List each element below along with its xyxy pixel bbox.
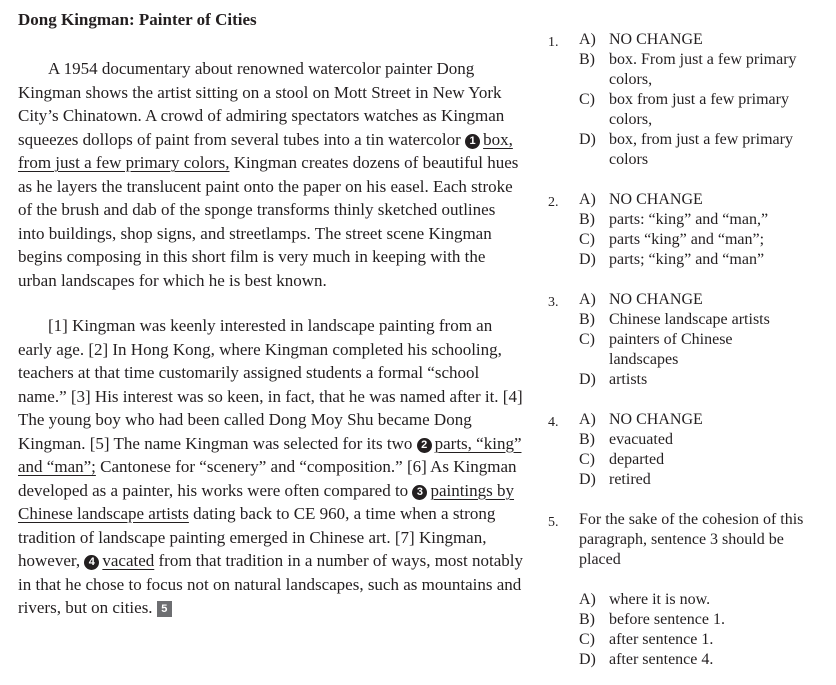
option-text: departed [609, 451, 665, 468]
option-text: parts: “king” and “man,” [609, 211, 769, 228]
option-c[interactable] [579, 230, 819, 250]
option-letter: C) [579, 331, 595, 348]
option-letter: D) [579, 371, 596, 388]
option-c[interactable] [579, 630, 819, 650]
option-d[interactable] [579, 650, 819, 670]
option-a[interactable] [579, 590, 819, 610]
passage-paragraph-1 [18, 57, 526, 292]
question-number: 1. [548, 35, 559, 50]
question-number: 3. [548, 295, 559, 310]
option-letter: B) [579, 211, 595, 228]
option-d[interactable] [579, 130, 819, 170]
text-run: Kingman creates dozens of beautiful hues as he layers the translucent paint onto the paper on his easel. Each stroke of the brush and dab of the sponge transforms thinly sketched outlines into buildings, shop signs, and streetlamps. The street scene Kingman begins composing in this short film is very much in keeping with the urban landscapes for which he is best known. [18, 153, 519, 290]
option-c[interactable] [579, 330, 819, 370]
question-number: 2. [548, 195, 559, 210]
option-a[interactable] [579, 290, 819, 310]
page-title: Dong Kingman: Painter of Cities [18, 10, 257, 29]
question-2-underlined-text[interactable]: parts, “king” and “man”; [18, 433, 522, 476]
option-b[interactable] [579, 430, 819, 450]
option-d[interactable] [579, 250, 819, 270]
question-number: 4. [548, 415, 559, 430]
option-text: NO CHANGE [609, 31, 703, 48]
question-5-marker: 5 [157, 601, 172, 617]
option-b[interactable] [579, 610, 819, 630]
option-d[interactable] [579, 470, 819, 490]
option-letter: D) [579, 471, 596, 488]
option-letter: D) [579, 131, 596, 148]
option-a[interactable] [579, 190, 819, 210]
option-b[interactable] [579, 210, 819, 230]
option-letter: D) [579, 251, 596, 268]
option-text: where it is now. [609, 591, 711, 608]
option-c[interactable] [579, 90, 819, 130]
option-text: before sentence 1. [609, 611, 725, 628]
paragraph-text [18, 57, 526, 292]
option-text: box from just a few primary colors, [609, 91, 789, 128]
option-letter: A) [579, 411, 596, 428]
option-letter: D) [579, 651, 596, 668]
text-run: from that tradition in a number of ways, most notably in that he chose to focus not on natural landscapes, such as mountains and rivers, but on cities. [18, 551, 524, 617]
option-letter: B) [579, 431, 595, 448]
option-letter: B) [579, 611, 595, 628]
option-d[interactable] [579, 370, 819, 390]
option-text: Chinese landscape artists [609, 311, 770, 328]
option-text: artists [609, 371, 648, 388]
option-letter: C) [579, 451, 595, 468]
option-text: box, from just a few primary colors [609, 131, 793, 168]
option-text: NO CHANGE [609, 191, 703, 208]
option-c[interactable] [579, 450, 819, 470]
option-letter: B) [579, 311, 595, 328]
option-text: box. From just a few primary colors, [609, 51, 797, 88]
option-letter: C) [579, 231, 595, 248]
passage-paragraph-2 [18, 314, 526, 620]
option-text: after sentence 4. [609, 651, 714, 668]
text-run: A 1954 documentary about renowned watercolor painter Dong Kingman shows the artist sitting on a stool on Mott Street in New York City’s Chinatown. A crowd of admiring spectators watches as Kingman squeezes dollops of paint from several tubes into a tin watercolor [18, 59, 505, 149]
text-run: dating back to CE 960, a time when a strong tradition of landscape painting emerged in Chinese art. [7] Kingman, however, [18, 504, 496, 570]
option-letter: B) [579, 51, 595, 68]
option-letter: C) [579, 91, 595, 108]
question-number: 5. [548, 515, 559, 530]
option-b[interactable] [579, 310, 819, 330]
option-text: retired [609, 471, 651, 488]
option-text: parts; “king” and “man” [609, 251, 765, 268]
question-2-marker: 2 [417, 438, 432, 453]
option-b[interactable] [579, 50, 819, 90]
option-a[interactable] [579, 30, 819, 50]
option-letter: C) [579, 631, 595, 648]
question-3-marker: 3 [412, 485, 427, 500]
text-run: [1] Kingman was keenly interested in landscape painting from an early age. [2] In Hong Kong, where Kingman completed his schooling, teachers at that time customarily assigned students a formal “school name.” [3] His interest was so keen, in fact, that he was named after it. [4] The young boy who had been called Dong Moy Shu became Dong Kingman. [5] The name Kingman was selected for its two [18, 316, 523, 453]
question-3-underlined-text[interactable]: paintings by Chinese landscape artists [18, 480, 515, 523]
question-stem: For the sake of the cohesion of this paragraph, sentence 3 should be placed [579, 511, 804, 568]
option-text: evacuated [609, 431, 673, 448]
option-letter: A) [579, 291, 596, 308]
option-text: painters of Chinese landscapes [609, 331, 733, 368]
option-text: NO CHANGE [609, 411, 703, 428]
option-text: parts “king” and “man”; [609, 231, 765, 248]
option-letter: A) [579, 31, 596, 48]
option-a[interactable] [579, 410, 819, 430]
question-4-underlined-text[interactable]: vacated [102, 551, 155, 570]
option-letter: A) [579, 191, 596, 208]
text-run: Cantonese for “scenery” and “composition.” [6] As Kingman developed as a painter, his works were often compared to [18, 457, 517, 500]
question-1-underlined-text[interactable]: box, from just a few primary colors, [18, 129, 513, 172]
paragraph-text [18, 314, 526, 620]
question-1-marker: 1 [465, 134, 480, 149]
question-4-marker: 4 [84, 555, 99, 570]
option-text: after sentence 1. [609, 631, 714, 648]
option-letter: A) [579, 591, 596, 608]
option-text: NO CHANGE [609, 291, 703, 308]
